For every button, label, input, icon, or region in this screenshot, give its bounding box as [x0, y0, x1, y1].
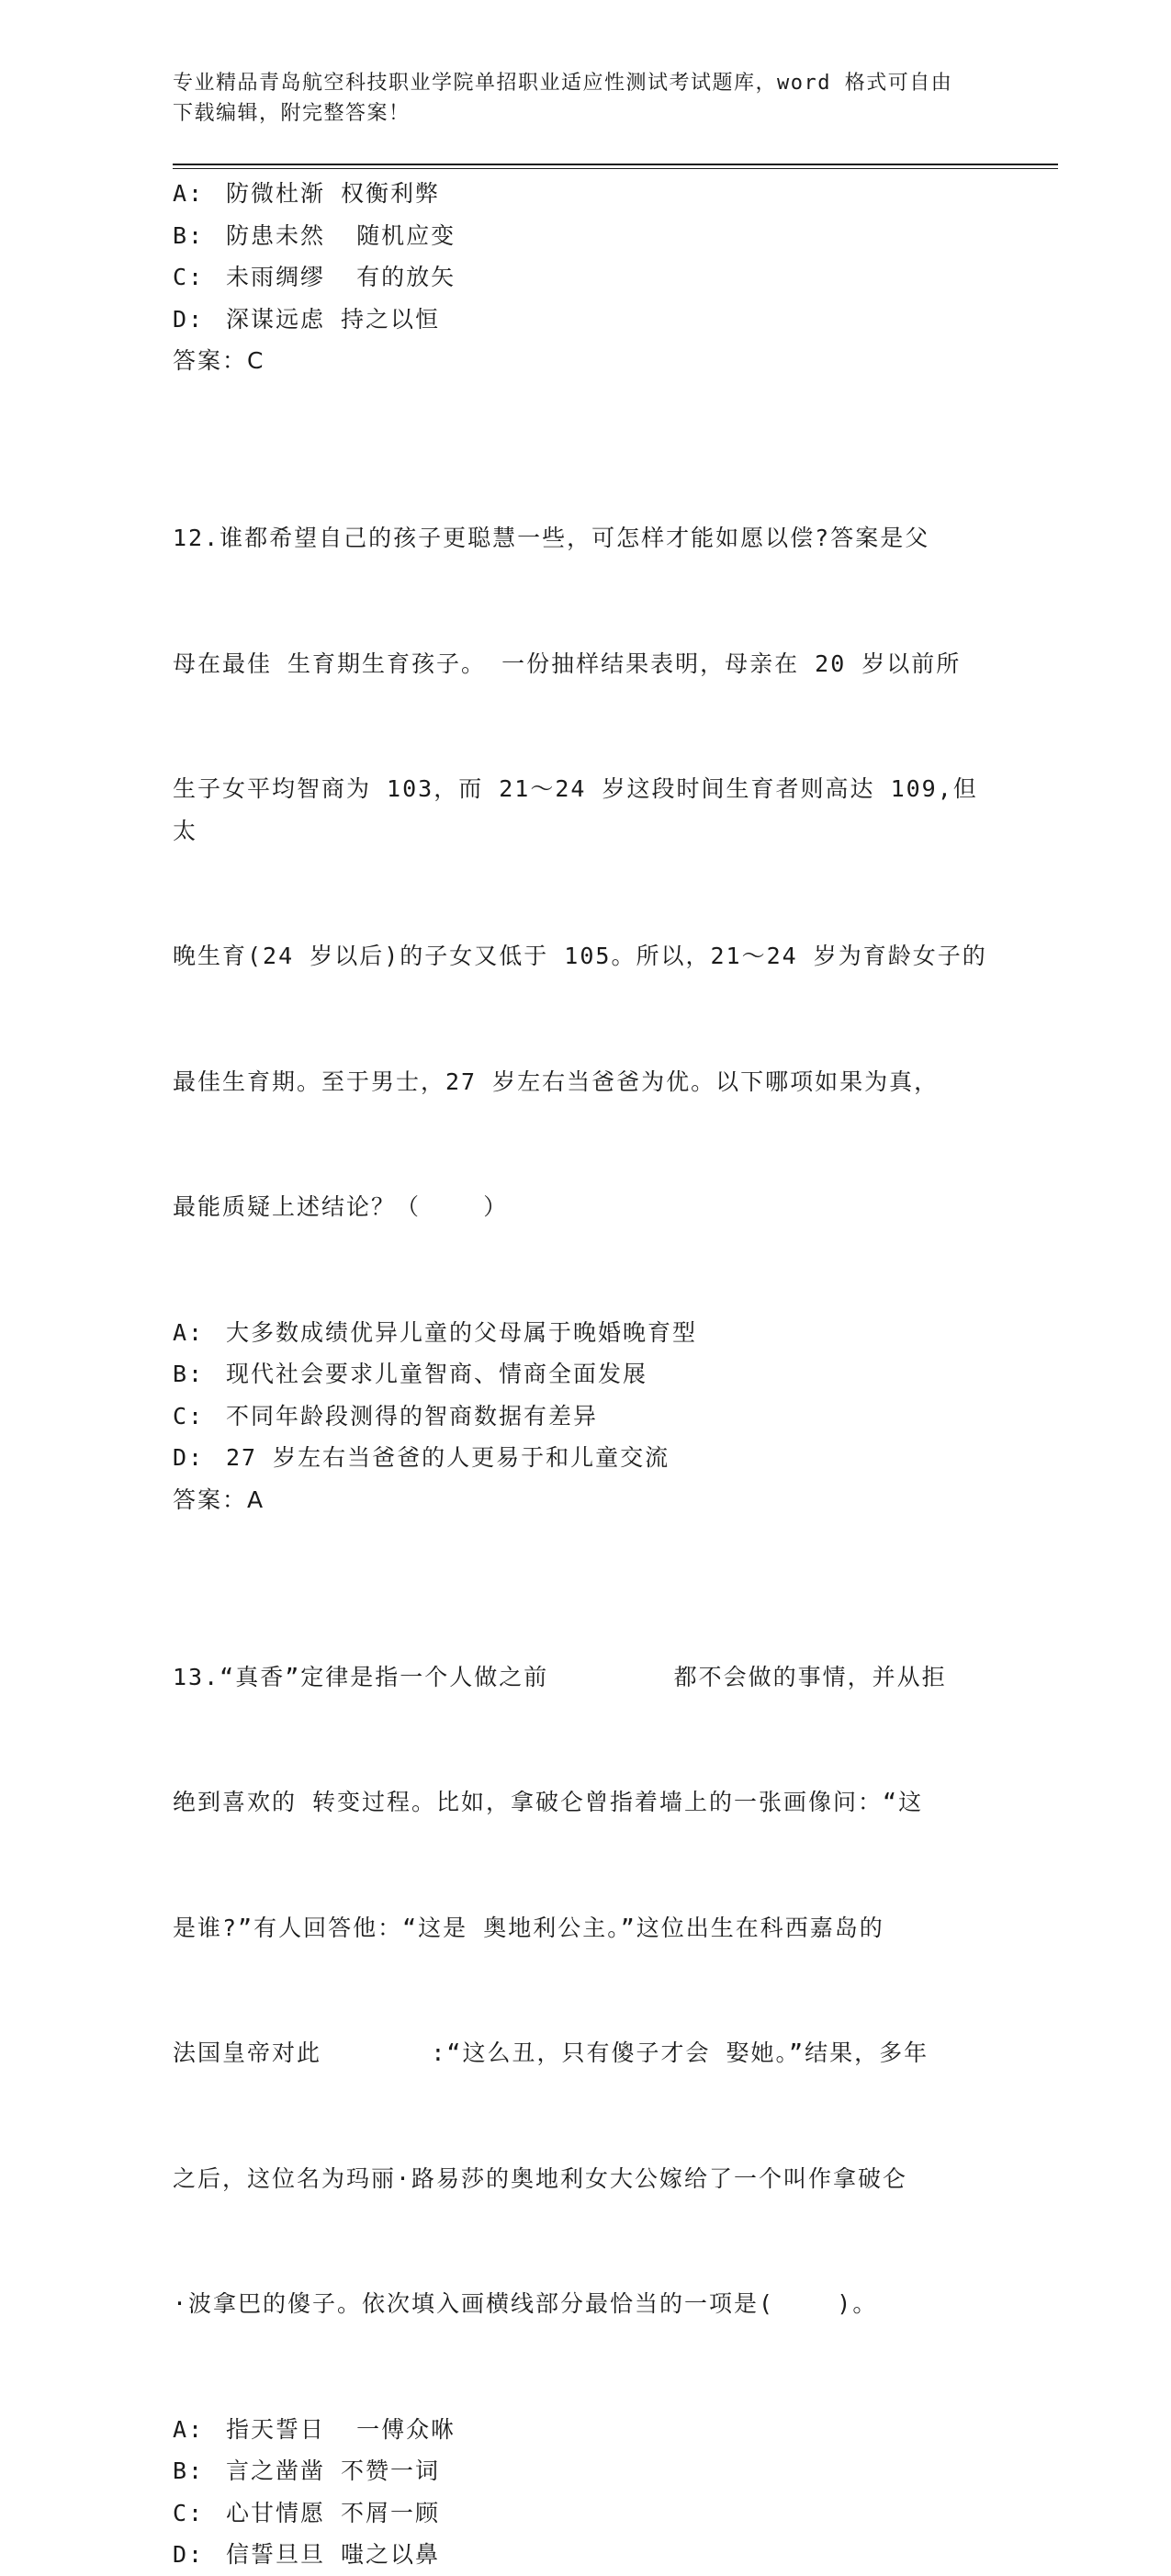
option-letter: A:	[173, 1318, 205, 1346]
option-d	[173, 1437, 999, 1479]
option-c	[173, 2492, 999, 2535]
option-text: 现代社会要求儿童智商、情商全面发展	[226, 1361, 648, 1387]
option-a	[173, 173, 999, 215]
option-d	[173, 299, 999, 341]
option-letter: B:	[173, 221, 205, 249]
option-letter: B:	[173, 2457, 205, 2484]
option-text: 心甘情愿 不屑一顾	[226, 2499, 441, 2526]
option-letter: D:	[173, 1444, 205, 1471]
option-c	[173, 1395, 999, 1438]
question-line: 之后，这位名为玛丽·路易莎的奥地利女大公嫁给了一个叫作拿破仑	[173, 2164, 908, 2192]
option-text: 27 岁左右当爸爸的人更易于和儿童交流	[226, 1444, 670, 1471]
option-d	[173, 2534, 999, 2576]
option-letter: D:	[173, 2541, 205, 2568]
option-letter: B:	[173, 1361, 205, 1387]
question-line: 12.谁都希望自己的孩子更聪慧一些，可怎样才能如愿以偿?答案是父	[173, 525, 930, 551]
answer-line: 答案：A	[173, 1486, 265, 1513]
option-text: 言之凿凿 不赞一词	[226, 2457, 441, 2484]
option-a	[173, 2409, 999, 2451]
question-line: 绝到喜欢的 转变过程。比如，拿破仑曾指着墙上的一张画像问：“这	[173, 1789, 924, 1815]
question-12-text	[173, 434, 999, 1312]
question-13-text	[173, 1573, 999, 2409]
question-line: 最佳生育期。至于男士，27 岁左右当爸爸为优。以下哪项如果为真，	[173, 1068, 940, 1095]
option-text: 深谋远虑 持之以恒	[226, 305, 441, 333]
question-line: 晚生育(24 岁以后)的子女又低于 105。所以，21～24 岁为育龄女子的	[173, 943, 987, 969]
option-c	[173, 256, 999, 299]
option-text: 不同年龄段测得的智商数据有差异	[226, 1402, 599, 1429]
option-text: 防微杜渐 权衡利弊	[226, 180, 441, 207]
option-text: 信誓旦旦 嗤之以鼻	[226, 2541, 441, 2568]
option-letter: D:	[173, 305, 205, 333]
question-line: 是谁?”有人回答他：“这是 奥地利公主。”这位出生在科西嘉岛的	[173, 1914, 884, 1941]
question-line: 最能质疑上述结论？（ ）	[173, 1193, 509, 1220]
question-11	[173, 173, 999, 381]
question-12	[173, 434, 999, 1520]
document-body	[173, 173, 999, 2576]
option-letter: C:	[173, 2499, 205, 2526]
question-line: 生子女平均智商为 103，而 21～24 岁这段时间生育者则高达 109,但太	[173, 775, 978, 844]
question-line: 母在最佳 生育期生育孩子。 一份抽样结果表明，母亲在 20 岁以前所	[173, 650, 962, 677]
header-divider-thin	[173, 168, 1058, 169]
option-b	[173, 1353, 999, 1395]
question-13	[173, 1573, 999, 2576]
answer-line: 答案：C	[173, 347, 265, 374]
option-a	[173, 1312, 999, 1354]
question-line: 13.“真香”定律是指一个人做之前 都不会做的事情，并从拒	[173, 1663, 947, 1690]
option-text: 大多数成绩优异儿童的父母属于晚婚晚育型	[226, 1318, 698, 1346]
option-letter: A:	[173, 2415, 205, 2443]
option-b	[173, 2450, 999, 2492]
option-letter: A:	[173, 180, 205, 207]
option-letter: C:	[173, 1402, 205, 1429]
header-line-2: 下载编辑，附完整答案！	[173, 102, 411, 125]
header-line-1: 专业精品青岛航空科技职业学院单招职业适应性测试考试题库，word 格式可自由	[173, 72, 953, 95]
option-text: 未雨绸缪 有的放矢	[226, 264, 456, 290]
document-header	[173, 68, 981, 129]
header-divider-thick	[173, 164, 1058, 165]
option-letter: C:	[173, 264, 205, 290]
question-line: 法国皇帝对此 :“这么丑，只有傻子才会 娶她。”结果，多年	[173, 2039, 929, 2066]
option-b	[173, 215, 999, 257]
question-line: ·波拿巴的傻子。依次填入画横线部分最恰当的一项是( )。	[173, 2290, 878, 2317]
option-text: 防患未然 随机应变	[226, 221, 456, 249]
option-text: 指天誓日 一傅众咻	[226, 2415, 456, 2443]
